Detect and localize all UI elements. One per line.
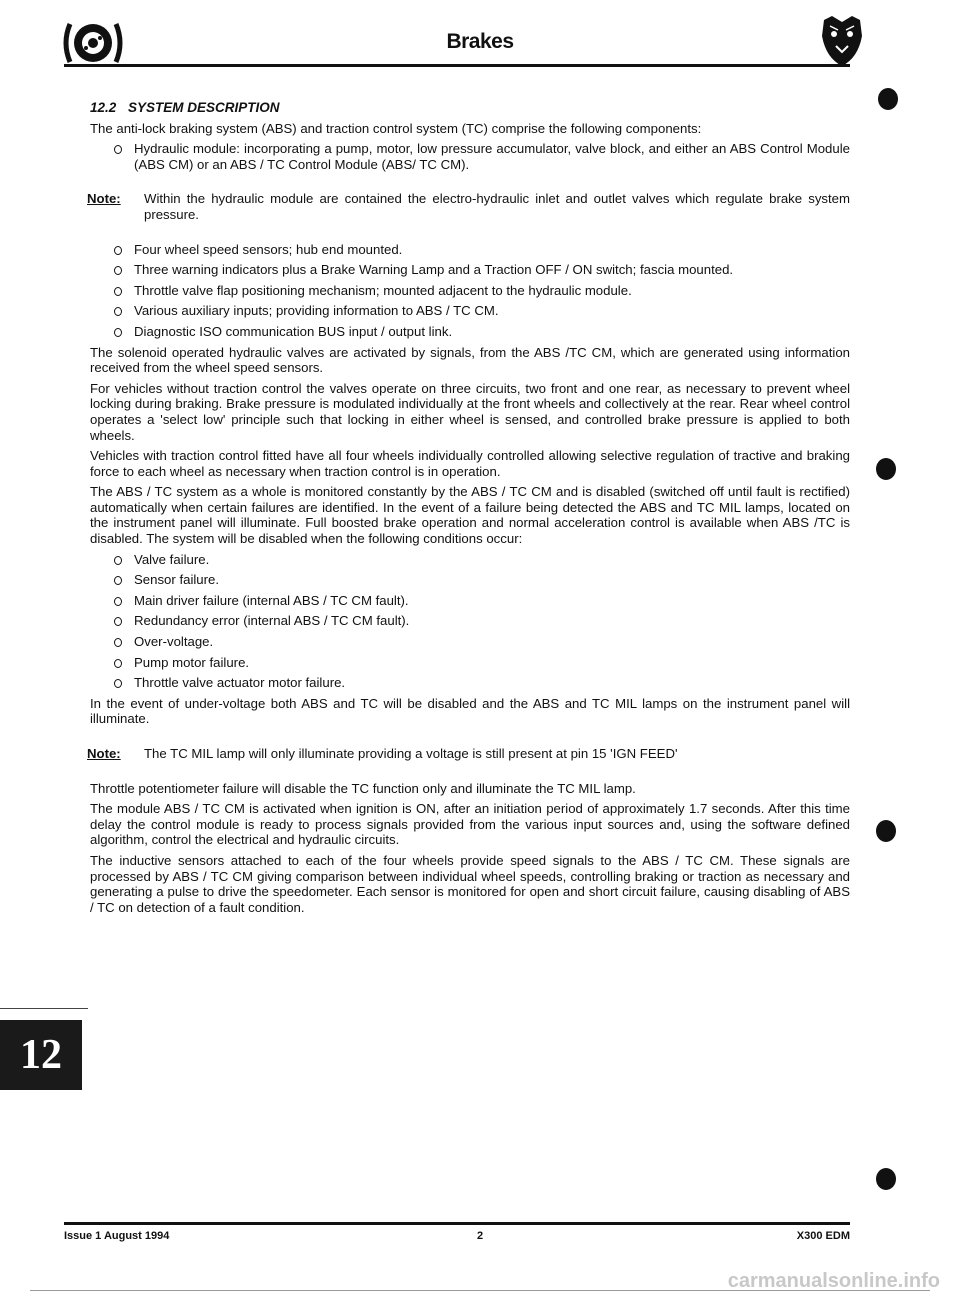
tab-divider	[0, 1008, 88, 1009]
list-item: Throttle valve actuator motor failure.	[90, 675, 850, 691]
hollow-circle-bullet-icon	[114, 556, 122, 565]
note-block	[87, 746, 850, 762]
header-divider	[64, 64, 850, 67]
punch-hole-mark	[876, 458, 896, 480]
document-body	[87, 100, 850, 920]
page-title: Brakes	[446, 30, 514, 53]
paragraph-monitor: The ABS / TC system as a whole is monitored constantly by the ABS / TC CM and is disabled (switched off until fault is rectified) automatically when certain failures are identified. In the event of a failure being detected the ABS and TC MIL lamps, located on the instrument panel will illuminate. Full boosted brake operation and normal acceleration control is available when ABS /TC is disabled. The system will be disabled when the following conditions occur:	[90, 484, 850, 547]
footer-doc-code: X300 EDM	[796, 1230, 850, 1242]
paragraph-with-tc: Vehicles with traction control fitted have all four wheels individually controlled allowing selective regulation of tractive and braking force to each wheel as necessary when traction control is in operation.	[90, 448, 850, 479]
hollow-circle-bullet-icon	[114, 617, 122, 626]
list-item: Throttle valve flap positioning mechanism; mounted adjacent to the hydraulic module.	[90, 283, 850, 299]
failure-list	[90, 552, 850, 691]
footer-issue: Issue 1 August 1994	[64, 1230, 170, 1242]
intro-paragraph: The anti-lock braking system (ABS) and traction control system (TC) comprise the following components:	[90, 120, 702, 136]
list-item: Pump motor failure.	[90, 655, 850, 671]
note-label: Note:	[87, 191, 121, 207]
punch-hole-mark	[878, 88, 898, 110]
list-item: Four wheel speed sensors; hub end mounted.	[90, 242, 850, 258]
hollow-circle-bullet-icon	[114, 287, 122, 296]
paragraph-module: The module ABS / TC CM is activated when ignition is ON, after an initiation period of approximately 1.7 seconds. After this time delay the control module is ready to process signals provided from the various input sources and, using the software defined algorithm, control the electrical and hydraulic circuits.	[90, 801, 850, 848]
watermark: carmanualsonline.info	[727, 1270, 940, 1292]
hollow-circle-bullet-icon	[114, 307, 122, 316]
list-item: Redundancy error (internal ABS / TC CM fault).	[90, 613, 850, 629]
list-item: Various auxiliary inputs; providing information to ABS / TC CM.	[90, 303, 850, 319]
list-item: Main driver failure (internal ABS / TC CM fault).	[90, 593, 850, 609]
list-item: Hydraulic module: incorporating a pump, motor, low pressure accumulator, valve block, and either an ABS Control Module (ABS CM) or an ABS / TC Control Module (ABS/ TC CM).	[90, 141, 850, 172]
list-item: Over-voltage.	[90, 634, 850, 650]
component-list	[90, 242, 850, 340]
note-text: The TC MIL lamp will only illuminate providing a voltage is still present at pin 15 'IGN FEED'	[144, 746, 678, 761]
section-title: SYSTEM DESCRIPTION	[128, 100, 280, 115]
paragraph-undervoltage: In the event of under-voltage both ABS and TC will be disabled and the ABS and TC MIL lamps on the instrument panel will illuminate.	[90, 695, 850, 727]
hollow-circle-bullet-icon	[114, 659, 122, 668]
hollow-circle-bullet-icon	[114, 679, 122, 688]
hollow-circle-bullet-icon	[114, 597, 122, 606]
paragraph-solenoid: The solenoid operated hydraulic valves are activated by signals, from the ABS /TC CM, which are generated using information received from the wheel speed sensors.	[90, 344, 850, 376]
list-item: Sensor failure.	[90, 572, 850, 588]
note-text: Within the hydraulic module are contained the electro-hydraulic inlet and outlet valves which regulate brake system pressure.	[144, 191, 850, 222]
section-number: 12.2	[90, 100, 117, 115]
list-item: Three warning indicators plus a Brake Warning Lamp and a Traction OFF / ON switch; fascia mounted.	[90, 262, 850, 278]
paragraph-throttle: Throttle potentiometer failure will disable the TC function only and illuminate the TC MIL lamp.	[90, 780, 636, 796]
footer-divider	[64, 1222, 850, 1225]
note-block	[87, 191, 850, 222]
punch-hole-mark	[876, 820, 896, 842]
paragraph-no-tc: For vehicles without traction control the valves operate on three circuits, two front and one rear, as necessary to prevent wheel locking during braking. Brake pressure is modulated individually at the front wheels and collectively at the rear. Rear wheel control operates a 'select low' principle such that locking in either wheel is sensed, and controlled brake pressure is applied to both wheels.	[90, 380, 850, 443]
note-label: Note:	[87, 746, 121, 761]
section-heading	[90, 100, 850, 116]
jaguar-head-icon	[818, 14, 866, 68]
hollow-circle-bullet-icon	[114, 246, 122, 255]
section-tab: 12	[0, 1020, 82, 1090]
hollow-circle-bullet-icon	[114, 576, 122, 585]
page-number: 2	[476, 1230, 484, 1242]
hollow-circle-bullet-icon	[114, 145, 122, 154]
list-item: Valve failure.	[90, 552, 850, 568]
paragraph-sensors: The inductive sensors attached to each of the four wheels provide speed signals to the ABS / TC CM. These signals are processed by ABS / TC CM giving comparison between individual wheel speeds, controlling braking or traction as necessary and generating a pulse to drive the speedometer. Each sensor is monitored for open and short circuit failure, causing disabling of ABS / TC on detection of a fault condition.	[90, 852, 850, 915]
hollow-circle-bullet-icon	[114, 638, 122, 647]
list-item: Diagnostic ISO communication BUS input / output link.	[90, 324, 850, 340]
hollow-circle-bullet-icon	[114, 328, 122, 337]
hollow-circle-bullet-icon	[114, 266, 122, 275]
punch-hole-mark	[876, 1168, 896, 1190]
